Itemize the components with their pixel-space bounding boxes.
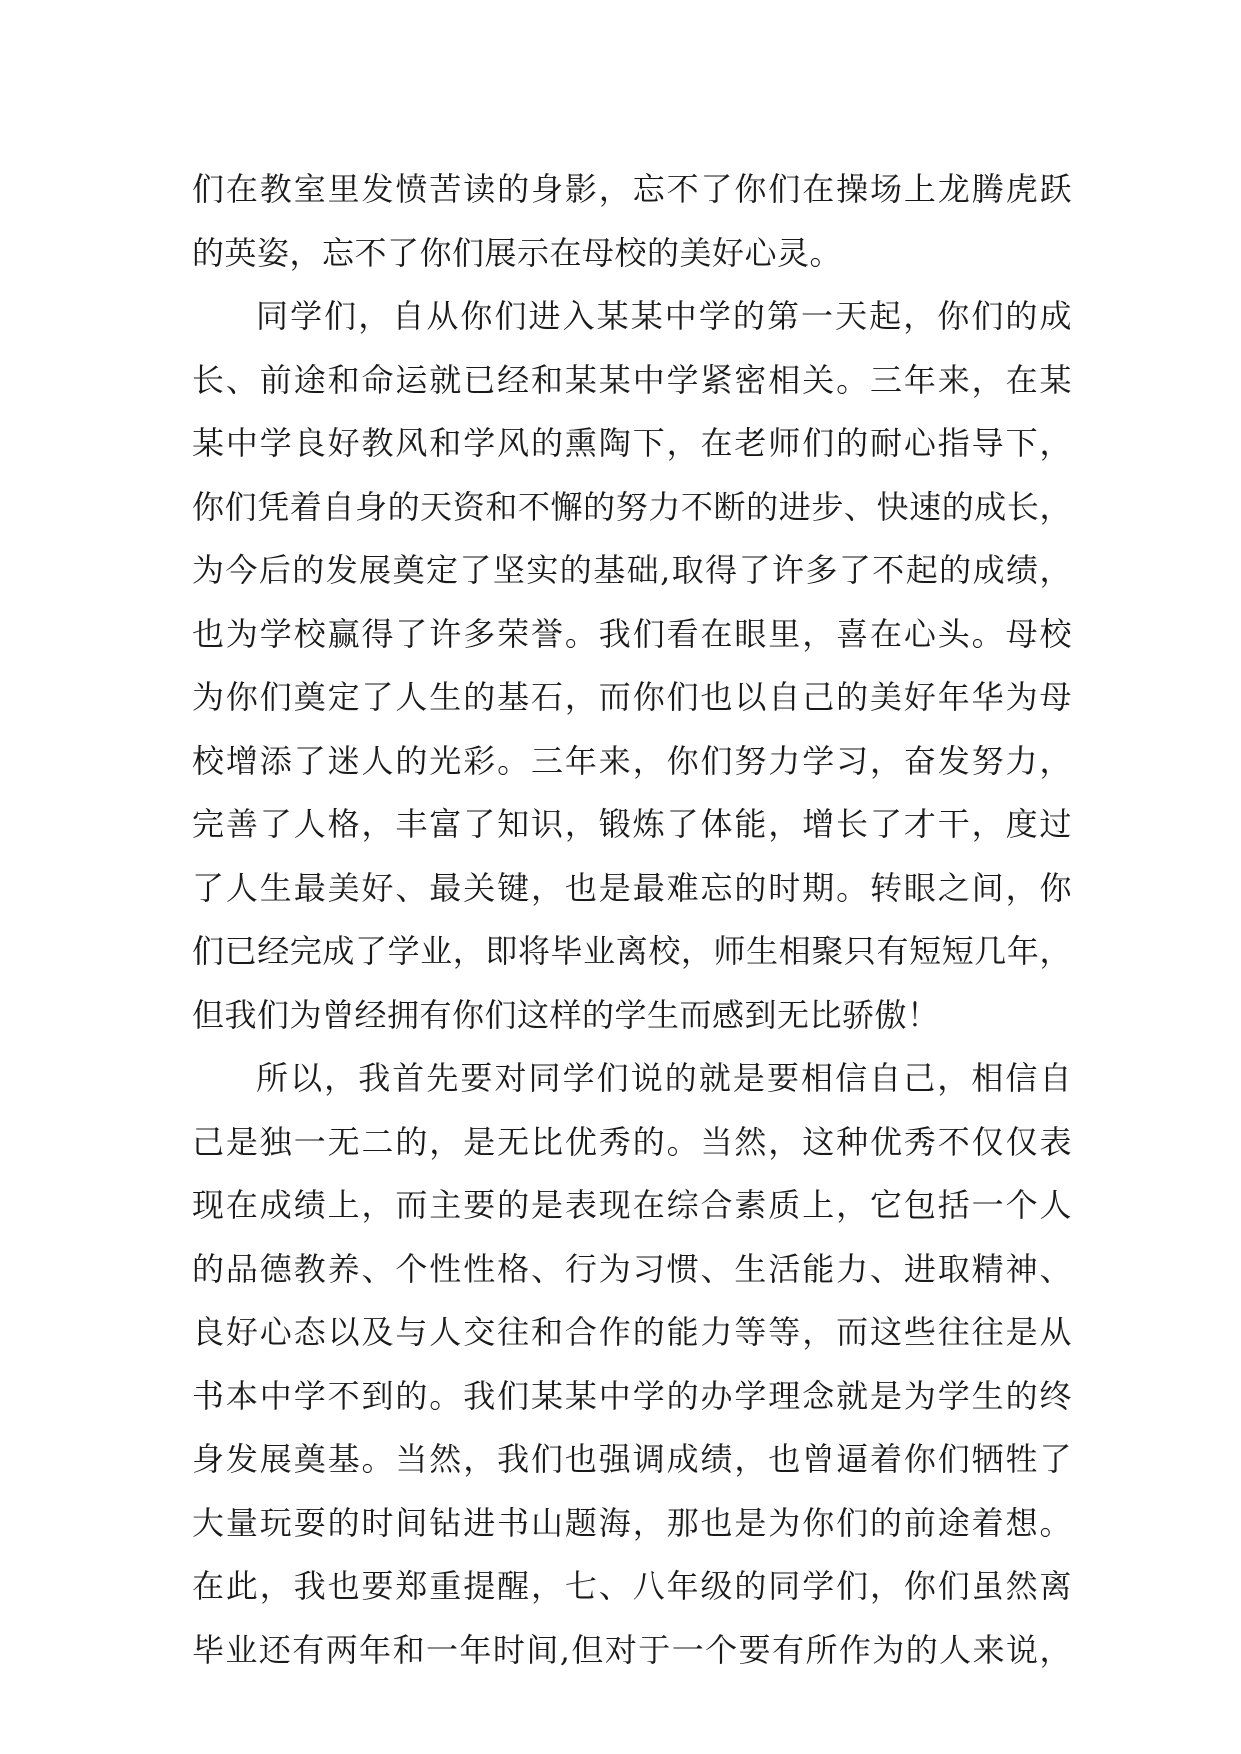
text-line: 良好心态以及与人交往和合作的能力等等，而这些往往是从 bbox=[192, 1313, 1072, 1351]
text-line: 现在成绩上，而主要的是表现在综合素质上，它包括一个人 bbox=[192, 1186, 1072, 1224]
text-line: 大量玩耍的时间钻进书山题海，那也是为你们的前途着想。 bbox=[192, 1503, 1072, 1542]
text-line: 但我们为曾经拥有你们这样的学生而感到无比骄傲！ bbox=[192, 995, 940, 1034]
text-line: 的英姿，忘不了你们展示在母校的美好心灵。 bbox=[192, 233, 843, 272]
text-line: 完善了人格，丰富了知识，锻炼了体能，增长了才干，度过 bbox=[192, 805, 1072, 843]
document-body bbox=[192, 158, 1072, 1682]
text-line: 己是独一无二的，是无比优秀的。当然，这种优秀不仅仅表 bbox=[192, 1122, 1072, 1161]
text-line: 为今后的发展奠定了坚实的基础,取得了许多了不起的成绩， bbox=[192, 551, 1072, 589]
text-line: 为你们奠定了人生的基石，而你们也以自己的美好年华为母 bbox=[192, 678, 1072, 716]
text-line: 也为学校赢得了许多荣誉。我们看在眼里，喜在心头。母校 bbox=[192, 614, 1072, 653]
text-line: 长、前途和命运就已经和某某中学紧密相关。三年来，在某 bbox=[192, 360, 1072, 399]
text-line: 们已经完成了学业，即将毕业离校，师生相聚只有短短几年， bbox=[192, 932, 1072, 970]
text-line: 校增添了迷人的光彩。三年来，你们努力学习，奋发努力， bbox=[192, 741, 1072, 780]
text-line: 的品德教养、个性性格、行为习惯、生活能力、进取精神、 bbox=[192, 1249, 1072, 1288]
text-line: 某中学良好教风和学风的熏陶下，在老师们的耐心指导下， bbox=[192, 424, 1072, 462]
text-line: 书本中学不到的。我们某某中学的办学理念就是为学生的终 bbox=[192, 1376, 1072, 1415]
text-line: 在此，我也要郑重提醒，七、八年级的同学们，你们虽然离 bbox=[192, 1567, 1072, 1605]
paragraph-2 bbox=[192, 285, 1072, 1047]
paragraph-1 bbox=[192, 158, 1072, 285]
text-line: 毕业还有两年和一年时间,但对于一个要有所作为的人来说， bbox=[192, 1630, 1072, 1669]
text-line: 所以，我首先要对同学们说的就是要相信自己，相信自 bbox=[256, 1059, 1072, 1097]
text-line: 了人生最美好、最关键，也是最难忘的时期。转眼之间，你 bbox=[192, 868, 1072, 907]
text-line: 身发展奠基。当然，我们也强调成绩，也曾逼着你们牺牲了 bbox=[192, 1440, 1072, 1478]
text-line: 你们凭着自身的天资和不懈的努力不断的进步、快速的成长， bbox=[192, 487, 1072, 526]
text-line: 们在教室里发愤苦读的身影，忘不了你们在操场上龙腾虎跃 bbox=[192, 170, 1072, 208]
paragraph-3 bbox=[192, 1047, 1072, 1682]
text-line: 同学们，自从你们进入某某中学的第一天起，你们的成 bbox=[256, 297, 1072, 335]
